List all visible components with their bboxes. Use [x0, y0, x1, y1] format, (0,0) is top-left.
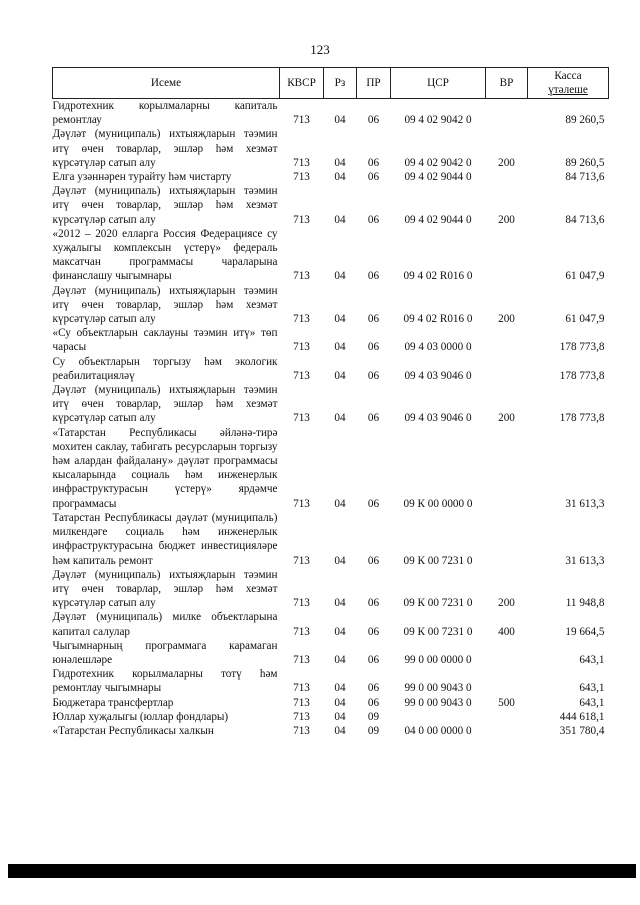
- cell-pr: 06: [367, 369, 380, 382]
- cell-csr: 09 4 02 9044 0: [404, 171, 472, 184]
- header-vr: ВР: [486, 68, 528, 99]
- cell-pr: 06: [367, 412, 380, 425]
- header-rz: Рз: [324, 68, 357, 99]
- cell-kvsr: 713: [293, 156, 310, 169]
- cell-vr: [486, 227, 528, 284]
- header-kassa-line2: үтәлеше: [548, 84, 588, 96]
- table-row: [53, 667, 609, 695]
- cell-csr: 09 4 02 9044 0: [404, 213, 472, 226]
- cell-csr: 09 4 02 9042 0: [404, 114, 472, 127]
- cell-kvsr: 713: [293, 554, 310, 567]
- cell-rz: 04: [334, 313, 346, 326]
- cell-pr: 06: [367, 313, 380, 326]
- cell-rz: 04: [334, 653, 346, 666]
- table-row: [53, 227, 609, 284]
- cell-rz: 04: [334, 156, 346, 169]
- header-kvsr: КВСР: [280, 68, 324, 99]
- cell-amount: 31 613,3: [565, 497, 605, 510]
- cell-vr: [486, 355, 528, 383]
- cell-pr: 06: [367, 213, 380, 226]
- table-row: [53, 99, 609, 128]
- cell-vr: [486, 639, 528, 667]
- cell-vr: [486, 426, 528, 511]
- cell-amount: 351 780,4: [559, 724, 605, 737]
- cell-amount: 11 948,8: [565, 597, 605, 610]
- header-kassa: [528, 68, 609, 99]
- table-row: [53, 127, 609, 170]
- cell-kvsr: 713: [293, 114, 310, 127]
- table-row: [53, 326, 609, 354]
- cell-pr: 06: [367, 114, 380, 127]
- cell-amount: 643,1: [579, 682, 605, 695]
- cell-vr: 400: [498, 625, 515, 638]
- cell-csr: 99 0 00 9043 0: [404, 682, 472, 695]
- cell-csr: 09 4 02 R016 0: [403, 270, 473, 283]
- cell-name: Дәүләт (муниципаль) ихтыяҗларын тәэмин итү өчен товарлар, эшләр һәм хезмәт күрсәтүләр сатып алу: [52, 185, 278, 226]
- cell-kvsr: 713: [293, 270, 310, 283]
- cell-vr: 200: [498, 597, 515, 610]
- table-body: [53, 99, 609, 739]
- cell-name: «Татарстан Республикасы халкын: [52, 724, 214, 737]
- cell-name: «2012 – 2020 елларга Россия Федерациясе су хуҗалыгы комплексын үстерү» федераль максатчан программасы чараларына финанслашу чыгымнары: [52, 227, 278, 283]
- cell-csr: 09 К 00 0000 0: [403, 497, 473, 510]
- cell-vr: 200: [498, 313, 515, 326]
- cell-amount: 178 773,8: [559, 369, 605, 382]
- cell-kvsr: 713: [293, 682, 310, 695]
- cell-csr: 09 4 03 9046 0: [404, 369, 472, 382]
- cell-pr: 06: [367, 696, 380, 709]
- cell-kvsr: 713: [293, 341, 310, 354]
- cell-pr: 06: [367, 625, 380, 638]
- cell-amount: 444 618,1: [559, 710, 605, 723]
- cell-amount: 643,1: [579, 696, 605, 709]
- cell-amount: 89 260,5: [565, 114, 605, 127]
- cell-name: Бюджетара трансфертлар: [52, 696, 174, 709]
- cell-name: Чыгымнарның программага карамаган юнәлешләре: [52, 639, 278, 666]
- cell-kvsr: 713: [293, 313, 310, 326]
- cell-amount: 84 713,6: [565, 171, 605, 184]
- cell-kvsr: 713: [293, 696, 310, 709]
- table-header-row: [53, 68, 609, 99]
- table-row: [53, 383, 609, 426]
- cell-pr: 06: [367, 171, 380, 184]
- cell-rz: 04: [334, 114, 346, 127]
- cell-amount: 19 664,5: [565, 625, 605, 638]
- header-kassa-line1: Касса: [554, 69, 582, 82]
- cell-pr: 06: [367, 341, 380, 354]
- cell-amount: 61 047,9: [565, 313, 605, 326]
- cell-rz: 04: [334, 710, 346, 723]
- cell-csr: [391, 710, 486, 724]
- cell-amount: 178 773,8: [559, 341, 605, 354]
- cell-amount: 31 613,3: [565, 554, 605, 567]
- table-row: [53, 426, 609, 511]
- cell-vr: [486, 326, 528, 354]
- cell-rz: 04: [334, 270, 346, 283]
- cell-name: Татарстан Республикасы дәүләт (муниципаль) милкендәге социаль һәм инженерлык инфраструктурасына бюджет инвестицияләре һәм капиталь ремонт: [52, 511, 278, 567]
- cell-rz: 04: [334, 724, 346, 737]
- cell-kvsr: 713: [293, 724, 310, 737]
- cell-amount: 84 713,6: [565, 213, 605, 226]
- cell-csr: 09 4 02 9042 0: [404, 156, 472, 169]
- page-number: 123: [310, 42, 330, 57]
- cell-name: Елга узәннәрен турайту һәм чистарту: [52, 171, 232, 184]
- cell-csr: 09 К 00 7231 0: [403, 625, 473, 638]
- cell-rz: 04: [334, 369, 346, 382]
- cell-vr: [486, 511, 528, 568]
- cell-name: «Су объектларын саклауны тәэмин итү» төп чарасы: [52, 327, 278, 354]
- cell-rz: 04: [334, 554, 346, 567]
- table-row: [53, 284, 609, 327]
- cell-name: Су объектларын торгызу һәм экологик реабилитацияләү: [52, 355, 278, 382]
- cell-pr: 06: [367, 156, 380, 169]
- cell-name: Дәүләт (муниципаль) ихтыяҗларын тәэмин итү өчен товарлар, эшләр һәм хезмәт күрсәтүләр сатып алу: [52, 384, 278, 425]
- cell-name: Гидротехник корылмаларны тотү һәм ремонтлау чыгымнары: [52, 668, 278, 695]
- budget-table: [52, 67, 609, 738]
- cell-kvsr: 713: [293, 412, 310, 425]
- cell-vr: [486, 667, 528, 695]
- cell-vr: [486, 710, 528, 724]
- table-row: [53, 355, 609, 383]
- cell-name: Дәүләт (муниципаль) ихтыяҗларын тәэмин итү өчен товарлар, эшләр һәм хезмәт күрсәтүләр сатып алу: [52, 568, 278, 610]
- cell-vr: 500: [498, 696, 515, 709]
- cell-rz: 04: [334, 682, 346, 695]
- table-row: [53, 511, 609, 568]
- cell-rz: 04: [334, 625, 346, 638]
- cell-amount: 61 047,9: [565, 270, 605, 283]
- cell-kvsr: 713: [293, 625, 310, 638]
- cell-name: Юллар хуҗалыгы (юллар фондлары): [52, 710, 229, 723]
- table-row: [53, 639, 609, 667]
- cell-csr: 09 К 00 7231 0: [403, 554, 473, 567]
- cell-rz: 04: [334, 597, 346, 610]
- cell-kvsr: 713: [293, 497, 310, 510]
- cell-pr: 06: [367, 554, 380, 567]
- cell-vr: 200: [498, 412, 515, 425]
- cell-pr: 06: [367, 497, 380, 510]
- cell-name: «Татарстан Республикасы әйләнә-тирә мохитен саклау, табигать ресурсларын торгызу һәм алардан файдалану» дәүләт программасы кысаларында социаль һәм инженерлык инфраструктурасын үстерү» ярдәмче программасы: [52, 426, 278, 510]
- cell-rz: 04: [334, 497, 346, 510]
- cell-kvsr: 713: [293, 710, 310, 723]
- cell-csr: 09 4 02 R016 0: [403, 313, 473, 326]
- cell-vr: 200: [498, 156, 515, 169]
- cell-vr: [486, 724, 528, 738]
- cell-rz: 04: [334, 412, 346, 425]
- cell-csr: 99 0 00 9043 0: [404, 696, 472, 709]
- table-row: [53, 184, 609, 227]
- header-csr: ЦСР: [391, 68, 486, 99]
- cell-vr: [486, 99, 528, 128]
- cell-csr: 99 0 00 0000 0: [404, 653, 472, 666]
- cell-pr: 06: [367, 597, 380, 610]
- table-row: [53, 568, 609, 611]
- cell-amount: 643,1: [579, 653, 605, 666]
- scan-edge-bar: [8, 864, 636, 878]
- cell-amount: 178 773,8: [559, 412, 605, 425]
- cell-kvsr: 713: [293, 653, 310, 666]
- cell-name: Гидротехник корылмаларны капиталь ремонтлау: [52, 100, 278, 127]
- cell-csr: 09 К 00 7231 0: [403, 597, 473, 610]
- cell-csr: 09 4 03 9046 0: [404, 412, 472, 425]
- cell-vr: 200: [498, 213, 515, 226]
- cell-name: Дәүләт (муниципаль) ихтыяҗларын тәэмин итү өчен товарлар, эшләр һәм хезмәт күрсәтүләр сатып алу: [52, 128, 278, 169]
- table-row: [53, 710, 609, 724]
- cell-pr: 06: [367, 270, 380, 283]
- cell-rz: 04: [334, 171, 346, 184]
- header-pr: ПР: [357, 68, 391, 99]
- cell-kvsr: 713: [293, 597, 310, 610]
- cell-rz: 04: [334, 213, 346, 226]
- cell-pr: 06: [367, 682, 380, 695]
- table-row: [53, 170, 609, 184]
- cell-kvsr: 713: [293, 213, 310, 226]
- cell-pr: 06: [367, 653, 380, 666]
- table-row: [53, 724, 609, 738]
- table-row: [53, 610, 609, 638]
- header-name: Исеме: [53, 68, 280, 99]
- cell-vr: [486, 170, 528, 184]
- cell-csr: 04 0 00 0000 0: [404, 724, 472, 737]
- cell-name: Дәүләт (муниципаль) ихтыяҗларын тәэмин итү өчен товарлар, эшләр һәм хезмәт күрсәтүләр сатып алу: [52, 284, 278, 326]
- cell-pr: 09: [367, 724, 380, 737]
- cell-kvsr: 713: [293, 369, 310, 382]
- cell-amount: 89 260,5: [565, 156, 605, 169]
- cell-name: Дәүләт (муниципаль) милке объектларына капитал салулар: [52, 611, 278, 638]
- cell-rz: 04: [334, 341, 346, 354]
- cell-rz: 04: [334, 696, 346, 709]
- cell-pr: 09: [367, 710, 380, 723]
- table-row: [53, 696, 609, 710]
- cell-kvsr: 713: [293, 171, 310, 184]
- cell-csr: 09 4 03 0000 0: [404, 341, 472, 354]
